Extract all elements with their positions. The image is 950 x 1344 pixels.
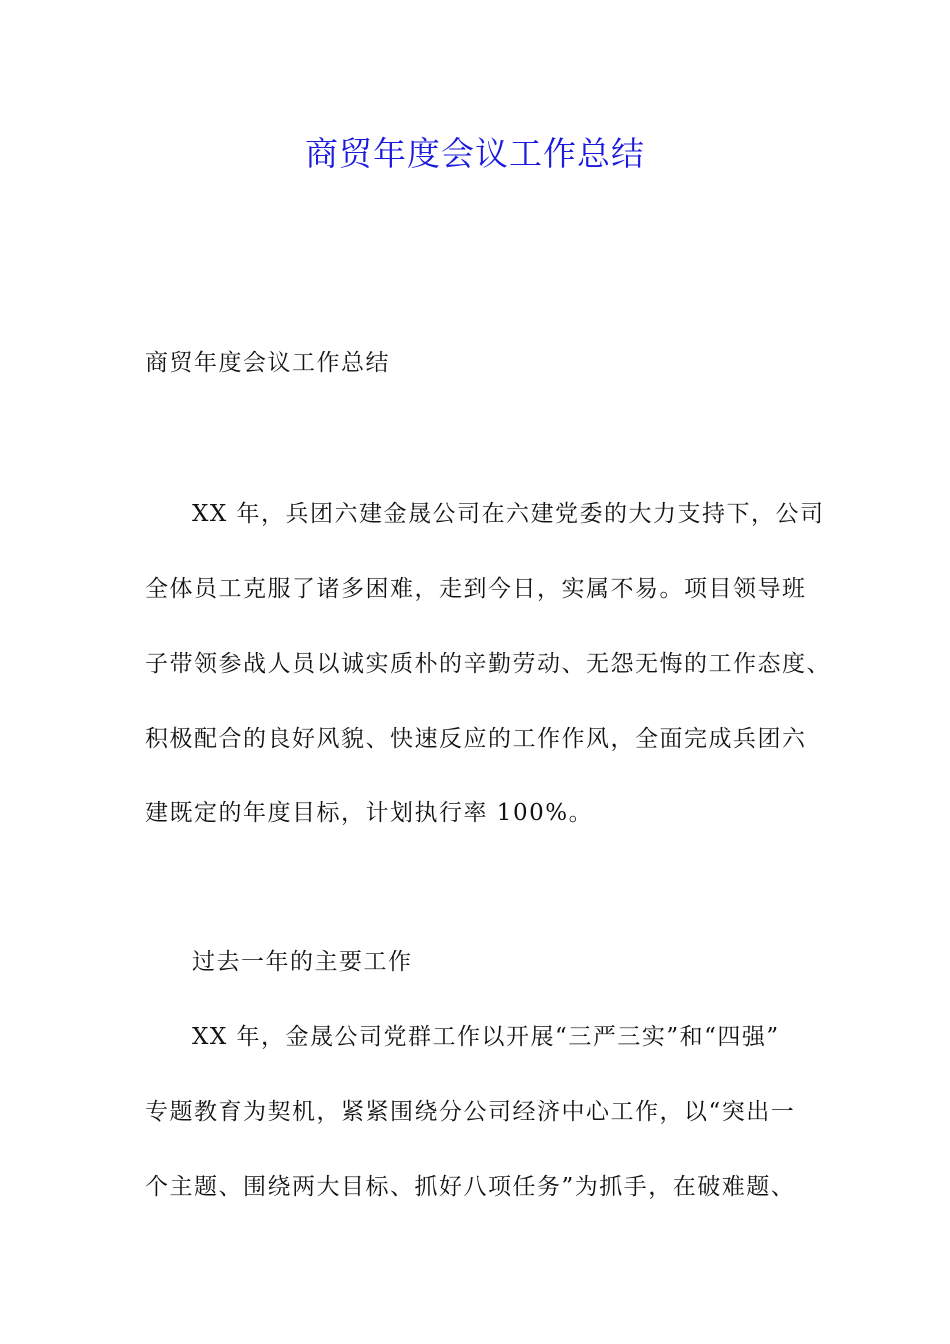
paragraph1-line-3: 子带领参战人员以诚实质朴的辛勤劳动、无怨无悔的工作态度、 — [145, 651, 831, 677]
paragraph1-line-5: 建既定的年度目标，计划执行率 100%。 — [145, 800, 594, 826]
section-heading: 过去一年的主要工作 — [192, 949, 413, 975]
paragraph1-line-4: 积极配合的良好风貌、快速反应的工作作风，全面完成兵团六 — [145, 726, 807, 752]
paragraph2-line-2: 专题教育为契机，紧紧围绕分公司经济中心工作，以“突出一 — [145, 1099, 796, 1125]
document-subtitle: 商贸年度会议工作总结 — [145, 350, 390, 376]
paragraph2-line-1: XX 年，金晟公司党群工作以开展“三严三实”和“四强” — [192, 1024, 780, 1050]
document-title: 商贸年度会议工作总结 — [305, 134, 645, 173]
paragraph2-line-3: 个主题、围绕两大目标、抓好八项任务”为抓手，在破难题、 — [145, 1174, 796, 1200]
paragraph1-line-1: XX 年，兵团六建金晟公司在六建党委的大力支持下，公司 — [192, 501, 825, 527]
paragraph1-line-2: 全体员工克服了诸多困难，走到今日，实属不易。项目领导班 — [145, 576, 807, 602]
